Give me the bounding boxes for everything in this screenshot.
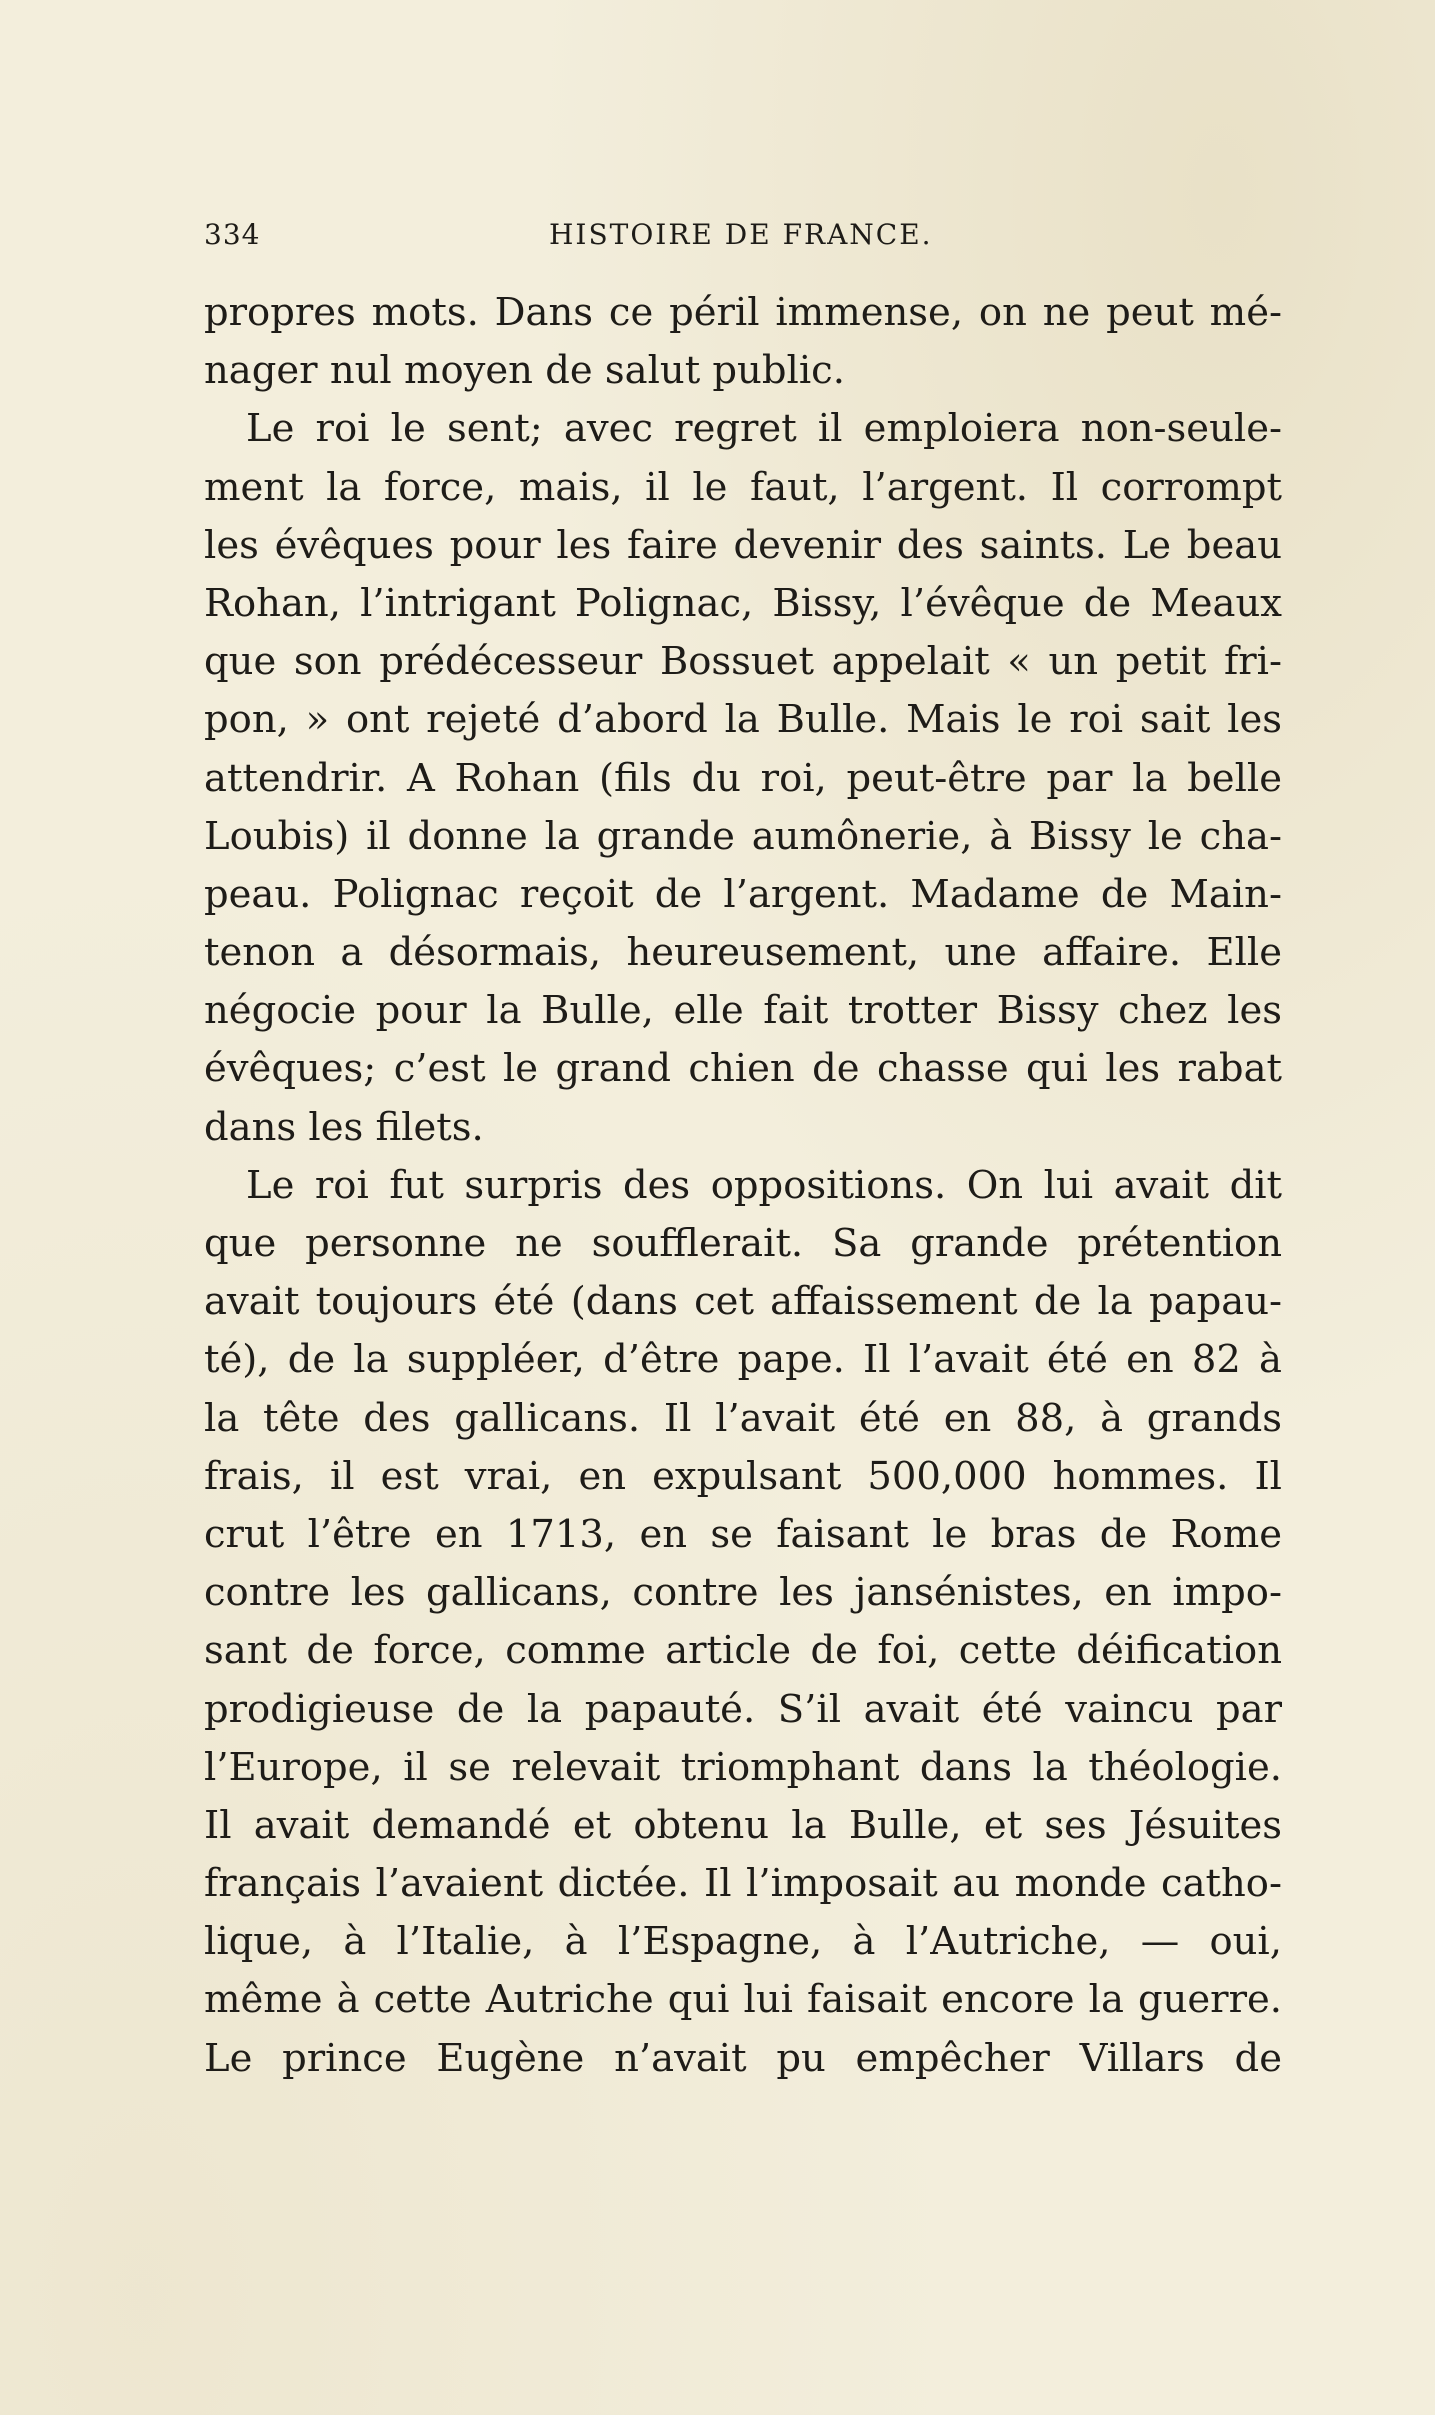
text-line: français l’avaient dictée. Il l’imposait au monde catho- — [204, 1861, 1282, 1907]
page-header — [204, 218, 1282, 258]
text-line: Rohan, l’intrigant Polignac, Bissy, l’évêque de Meaux — [204, 580, 1282, 626]
text-line: contre les gallicans, contre les jansénistes, en impo- — [204, 1570, 1282, 1616]
text-line: que personne ne soufflerait. Sa grande prétention — [204, 1221, 1282, 1266]
text-line: nager nul moyen de salut public. — [204, 348, 845, 394]
text-line: Le roi fut surpris des oppositions. On lui avait dit — [246, 1162, 1282, 1208]
text-line: attendrir. A Rohan (fils du roi, peut-être par la belle — [204, 755, 1282, 801]
text-line: sant de force, comme article de foi, cette déification — [204, 1628, 1282, 1674]
text-line: l’Europe, il se relevait triomphant dans la théologie. — [204, 1744, 1282, 1790]
text-line: frais, il est vrai, en expulsant 500,000 hommes. Il — [204, 1453, 1282, 1499]
text-line: tenon a désormais, heureusement, une affaire. Elle — [204, 930, 1282, 976]
text-line: peau. Polignac reçoit de l’argent. Madame de Main- — [204, 871, 1282, 917]
text-line: même à cette Autriche qui lui faisait encore la guerre. — [204, 1977, 1282, 2023]
text-line: évêques; c’est le grand chien de chasse qui les rabat — [204, 1046, 1282, 1092]
text-line: prodigieuse de la papauté. S’il avait été vaincu par — [204, 1686, 1282, 1732]
text-line: propres mots. Dans ce péril immense, on ne peut mé- — [204, 290, 1282, 335]
text-line: crut l’être en 1713, en se faisant le bras de Rome — [204, 1511, 1282, 1557]
text-line: avait toujours été (dans cet affaissement de la papau- — [204, 1279, 1282, 1325]
text-line: lique, à l’Italie, à l’Espagne, à l’Autriche, — oui, — [204, 1919, 1282, 1965]
text-line: négocie pour la Bulle, elle fait trotter Bissy chez les — [204, 988, 1282, 1034]
body-text — [204, 284, 1282, 2088]
text-line: Le prince Eugène n’avait pu empêcher Villars de — [204, 2035, 1282, 2081]
text-line: Loubis) il donne la grande aumônerie, à Bissy le cha- — [204, 813, 1282, 859]
text-line: pon, » ont rejeté d’abord la Bulle. Mais le roi sait les — [204, 697, 1282, 743]
text-line: dans les filets. — [204, 1104, 484, 1150]
text-line: té), de la suppléer, d’être pape. Il l’avait été en 82 à — [204, 1337, 1282, 1383]
text-line: ment la force, mais, il le faut, l’argent. Il corrompt — [204, 464, 1282, 510]
text-line: Le roi le sent; avec regret il emploiera non-seule- — [246, 406, 1282, 452]
text-line: les évêques pour les faire devenir des saints. Le beau — [204, 522, 1282, 568]
text-line: la tête des gallicans. Il l’avait été en 88, à grands — [204, 1395, 1282, 1441]
running-title: HISTOIRE DE FRANCE. — [549, 218, 933, 251]
text-line: Il avait demandé et obtenu la Bulle, et ses Jésuites — [204, 1802, 1282, 1848]
text-line: que son prédécesseur Bossuet appelait « un petit fri- — [204, 639, 1282, 685]
page-number: 334 — [204, 218, 261, 251]
